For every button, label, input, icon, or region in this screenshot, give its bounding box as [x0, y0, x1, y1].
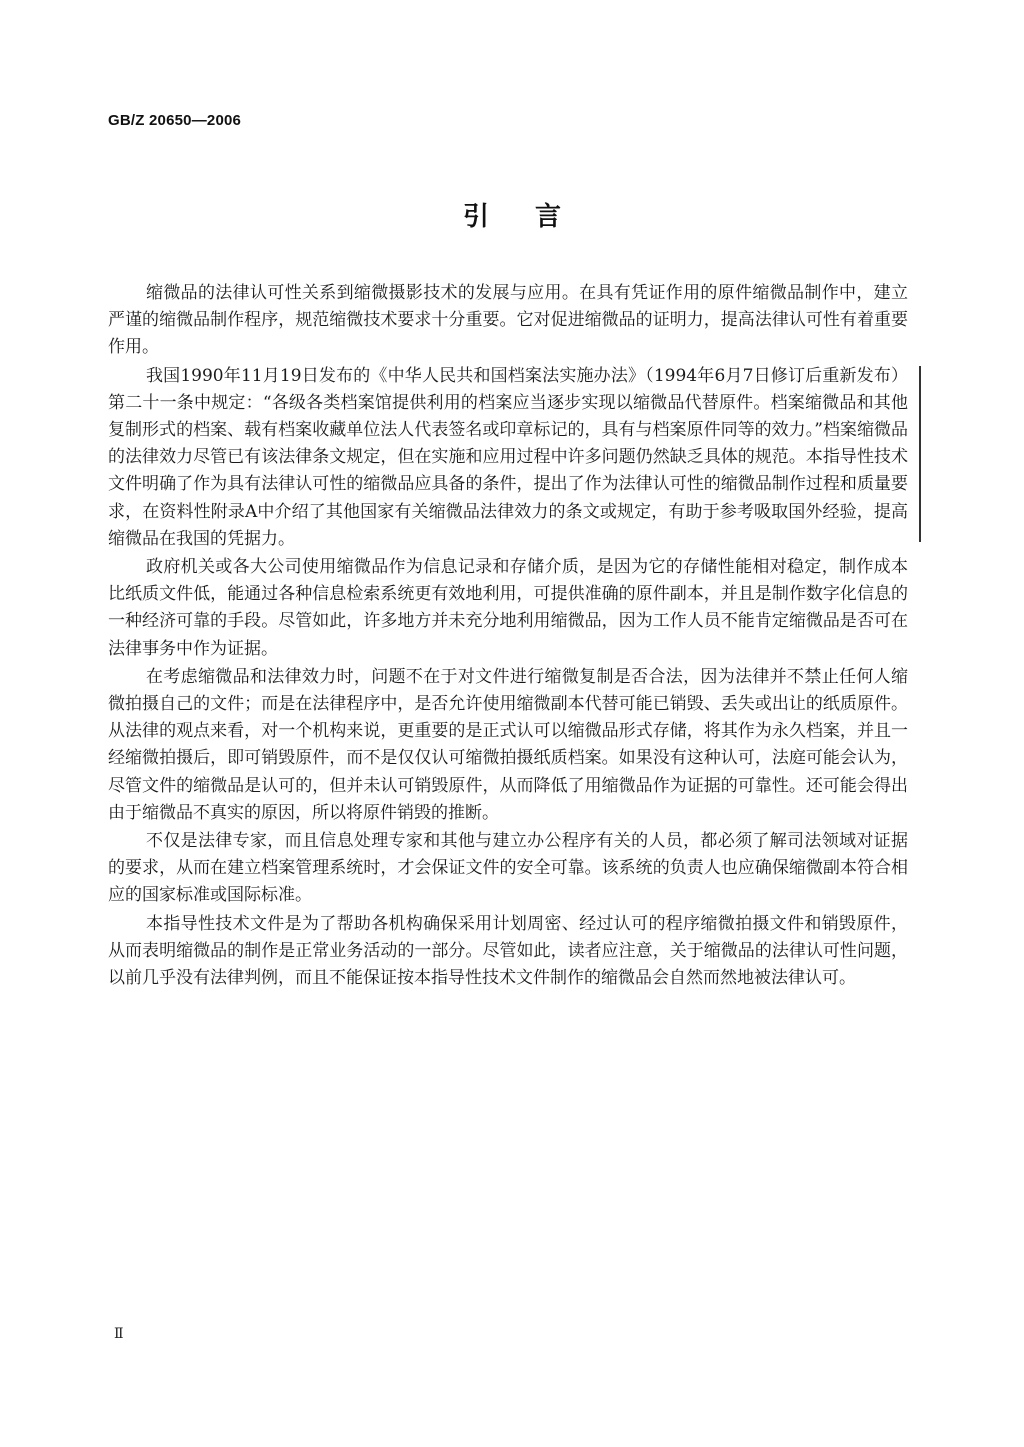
paragraph-3: 政府机关或各大公司使用缩微品作为信息记录和存储介质，是因为它的存储性能相对稳定，制作成本比纸质文件低，能通过各种信息检索系统更有效地利用，可提供准确的原件副本，并且是制作数字化信息的一种经济可靠的手段。尽管如此，许多地方并未充分地利用缩微品，因为工作人员不能肯定缩微品是否可在法律事务中作为证据。	[108, 557, 908, 659]
paragraph-1: 缩微品的法律认可性关系到缩微摄影技术的发展与应用。在具有凭证作用的原件缩微品制作中，建立严谨的缩微品制作程序，规范缩微技术要求十分重要。它对促进缩微品的证明力，提高法律认可性有着重要作用。	[108, 283, 908, 358]
paragraph-4: 在考虑缩微品和法律效力时，问题不在于对文件进行缩微复制是否合法，因为法律并不禁止任何人缩微拍摄自己的文件；而是在法律程序中，是否允许使用缩微副本代替可能已销毁、丢失或出让的纸质原件。从法律的观点来看，对一个机构来说，更重要的是正式认可以缩微品形式存储，将其作为永久档案，并且一经缩微拍摄后，即可销毁原件，而不是仅仅认可缩微拍摄纸质档案。如果没有这种认可，法庭可能会认为，尽管文件的缩微品是认可的，但并未认可销毁原件，从而降低了用缩微品作为证据的可靠性。还可能会得出由于缩微品不真实的原因，所以将原件销毁的推断。	[108, 666, 908, 823]
document-body	[108, 280, 908, 993]
paragraph-6: 本指导性技术文件是为了帮助各机构确保采用计划周密、经过认可的程序缩微拍摄文件和销毁原件，从而表明缩微品的制作是正常业务活动的一部分。尽管如此，读者应注意，关于缩微品的法律认可性问题，以前几乎没有法律判例，而且不能保证按本指导性技术文件制作的缩微品会自然而然地被法律认可。	[108, 913, 908, 989]
paragraph-2: 我国1990年11月19日发布的《中华人民共和国档案法实施办法》（1994年6月7日修订后重新发布）第二十一条中规定：“各级各类档案馆提供利用的档案应当逐步实现以缩微品代替原件。档案缩微品和其他复制形式的档案、载有档案收藏单位法人代表签名或印章标记的，具有与档案原件同等的效力。”档案缩微品的法律效力尽管已有该法律条文规定，但在实施和应用过程中许多问题仍然缺乏具体的规范。本指导性技术文件明确了作为具有法律认可性的缩微品应具备的条件，提出了作为法律认可性的缩微品制作过程和质量要求，在资料性附录A中介绍了其他国家有关缩微品法律效力的条文或规定，有助于参考吸取国外经验，提高缩微品在我国的凭据力。	[108, 365, 908, 549]
page-title: 引言	[462, 202, 607, 232]
revision-margin-bar	[919, 366, 921, 542]
paragraph-5: 不仅是法律专家，而且信息处理专家和其他与建立办公程序有关的人员，都必须了解司法领域对证据的要求，从而在建立档案管理系统时，才会保证文件的安全可靠。该系统的负责人也应确保缩微副本符合相应的国家标准或国际标准。	[108, 831, 908, 906]
standard-code: GB/Z 20650—2006	[108, 112, 242, 129]
page-number: Ⅱ	[114, 1326, 124, 1342]
